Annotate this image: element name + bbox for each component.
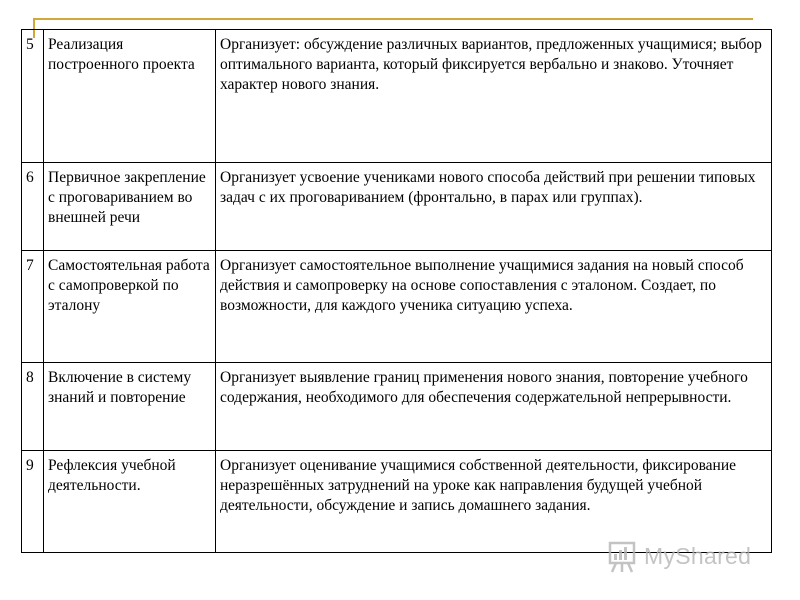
stage-number-cell: 7 bbox=[22, 251, 44, 363]
stage-name-cell: Первичное закрепление с проговариванием во внешней речи bbox=[44, 163, 216, 251]
stage-description-cell: Организует усвоение учениками нового способа действий при решении типовых задач с их проговариванием (фронтально, в парах или группах). bbox=[216, 163, 772, 251]
table-body bbox=[22, 30, 772, 553]
stage-name-cell: Включение в систему знаний и повторение bbox=[44, 363, 216, 451]
presentation-board-icon bbox=[608, 539, 638, 573]
stage-description-cell: Организует выявление границ применения нового знания, повторение учебного содержания, необходимого для обеспечения содержательной непрерывности. bbox=[216, 363, 772, 451]
myshared-watermark-logo bbox=[608, 536, 768, 576]
stage-description-cell: Организует самостоятельное выполнение учащимися задания на новый способ действия и самопроверку на основе сопоставления с эталоном. Создает, по возможности, для каждого ученика ситуацию успеха. bbox=[216, 251, 772, 363]
table-row bbox=[22, 163, 772, 251]
watermark-text: MyShared bbox=[644, 542, 752, 569]
stage-name-cell: Самостоятельная работа с самопроверкой по эталону bbox=[44, 251, 216, 363]
table-row bbox=[22, 363, 772, 451]
table-row bbox=[22, 251, 772, 363]
lesson-stages-table bbox=[21, 29, 772, 553]
stage-number-cell: 9 bbox=[22, 451, 44, 553]
stage-name-cell: Рефлексия учебной деятельности. bbox=[44, 451, 216, 553]
stage-number-cell: 6 bbox=[22, 163, 44, 251]
stage-number-cell: 5 bbox=[22, 30, 44, 163]
stage-number-cell: 8 bbox=[22, 363, 44, 451]
stage-description-cell: Организует: обсуждение различных вариантов, предложенных учащимися; выбор оптимального варианта, который фиксируется вербально и знаково. Уточняет характер нового знания. bbox=[216, 30, 772, 163]
stage-description-cell: Организует оценивание учащимися собственной деятельности, фиксирование неразрешённых затруднений на уроке как направления будущей учебной деятельности, обсуждение и запись домашнего задания. bbox=[216, 451, 772, 553]
top-accent-line bbox=[33, 18, 753, 20]
table-row bbox=[22, 30, 772, 163]
stage-name-cell: Реализация построенного проекта bbox=[44, 30, 216, 163]
